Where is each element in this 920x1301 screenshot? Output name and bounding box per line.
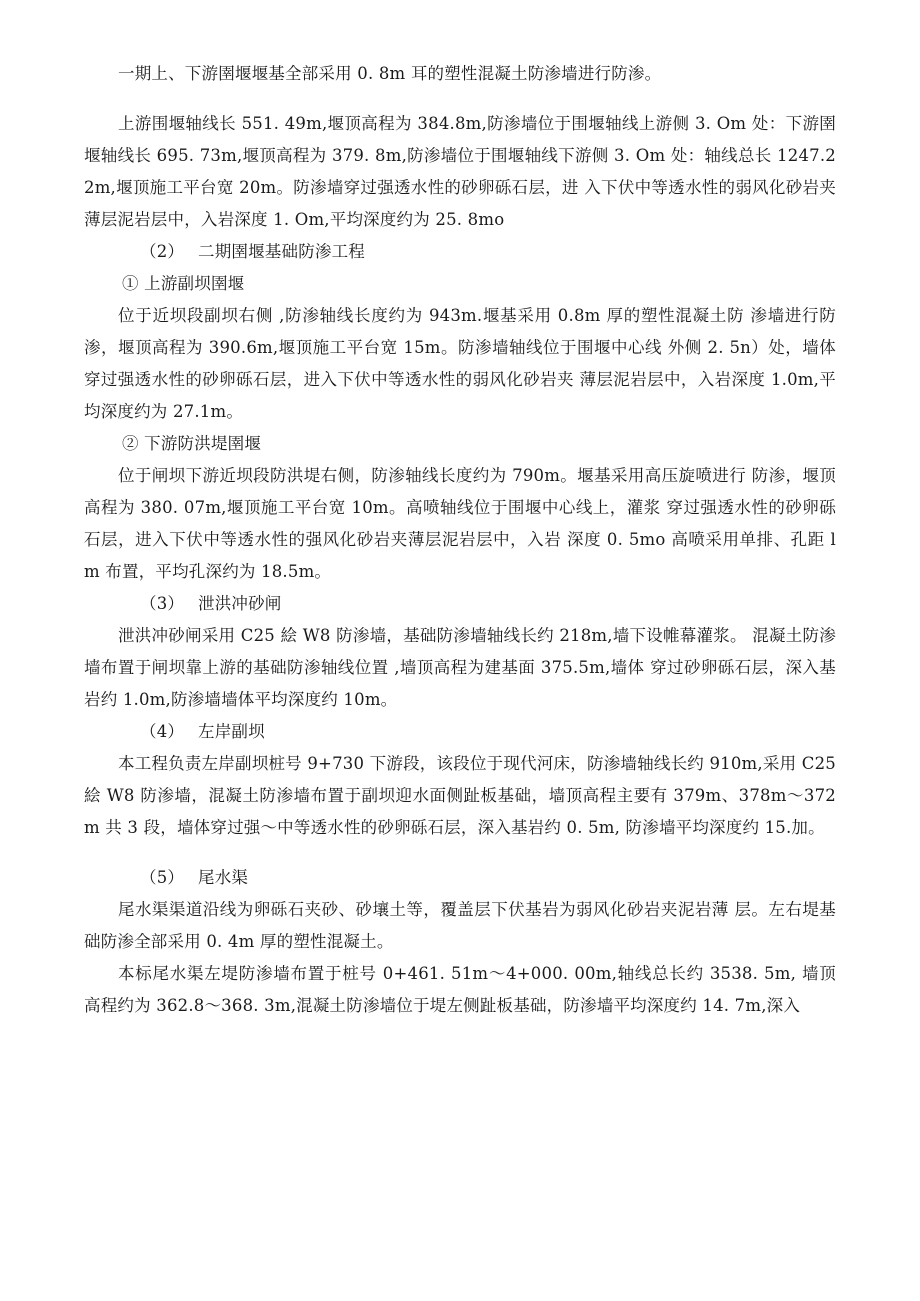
heading-left-bank-dam: （4） 左岸副坝 [140, 722, 265, 741]
heading-tailrace: （5） 尾水渠 [140, 868, 249, 887]
heading-phase2-cofferdam: （2） 二期圉堰基础防渗工程 [140, 242, 365, 261]
paragraph-phase1-summary: 一期上、下游圉堰堰基全部采用 0. 8m 耳的塑性混凝土防渗墙进行防渗。 [118, 64, 662, 83]
paragraph-left-bank-dam: 本工程负责左岸副坝桩号 9+730 下游段，该段位于现代河床，防渗墙轴线长约 910m,采用 C25 絵 W8 防渗墙，混凝土防渗墙布置于副坝迎水面侧趾板基础，墙顶高程主要有 379m、378m～372m 共 3 段，墙体穿过强～中等透水性的砂卵砾石层，深入基岩约 0. 5m, 防渗墙平均深度约 15.加。 [84, 754, 836, 837]
subheading-upstream-cofferdam: ① 上游副坝圉堰 [122, 274, 245, 293]
paragraph-phase1-details: 上游围堰轴线长 551. 49m,堰顶高程为 384.8m,防渗墙位于围堰轴线上游侧 3. Om 处：下游圉堰轴线长 695. 73m,堰顶高程为 379. 8m,防渗墙位于围堰轴线下游侧 3. Om 处：轴线总长 1247.22m,堰顶施工平台宽 20m。防渗墙穿过强透水性的砂卵砾石层，进 入下伏中等透水性的弱风化砂岩夹薄层泥岩层中，入岩深度 1. Om,平均深度约为 25. 8mo [84, 114, 836, 229]
paragraph-upstream-cofferdam: 位于近坝段副坝右侧 ,防渗轴线长度约为 943m.堰基采用 0.8m 厚的塑性混凝土防 渗墙进行防渗，堰顶高程为 390.6m,堰顶施工平台宽 15m。防渗墙轴线位于围堰中心线 外侧 2. 5n）处，墙体穿过强透水性的砂卵砾石层，进入下伏中等透水性的弱风化砂岩夹 薄层泥岩层中，入岩深度 1.0m,平均深度约为 27.1m。 [84, 306, 836, 421]
paragraph-flood-sluice: 泄洪冲砂闸采用 C25 絵 W8 防渗墙，基础防渗墙轴线长约 218m,墙下设帷幕灌浆。 混凝土防渗墙布置于闸坝靠上游的基础防渗轴线位置 ,墙顶高程为建基面 375.5m,墙体 穿过砂卵砾石层，深入基岩约 1.0m,防渗墙墙体平均深度约 10m。 [84, 626, 836, 709]
heading-flood-sluice: （3） 泄洪冲砂闸 [140, 594, 282, 613]
subheading-downstream-levee: ② 下游防洪堤圉堰 [122, 434, 262, 453]
paragraph-tailrace-geology: 尾水渠渠道沿线为卵砾石夹砂、砂壤土等，覆盖层下伏基岩为弱风化砂岩夹泥岩薄 层。左右堤基础防渗全部采用 0. 4m 厚的塑性混凝土。 [84, 900, 836, 951]
paragraph-downstream-levee: 位于闸坝下游近坝段防洪堤右侧，防渗轴线长度约为 790m。堰基采用高压旋喷进行 防渗，堰顶高程为 380. 07m,堰顶施工平台宽 10m。高喷轴线位于围堰中心线上，灌浆 穿过强透水性的砂卵砾石层，进入下伏中等透水性的强风化砂岩夹薄层泥岩层中，入岩 深度 0. 5mo 高喷采用单排、孔距 lm 布置，平均孔深约为 18.5m。 [84, 466, 836, 581]
paragraph-tailrace-left-levee: 本标尾水渠左堤防渗墙布置于桩号 0+461. 51m～4+000. 00m,轴线总长约 3538. 5m, 墙顶高程约为 362.8～368. 3m,混凝土防渗墙位于堤左侧趾板基础，防渗墙平均深度约 14. 7m,深入 [84, 964, 836, 1015]
